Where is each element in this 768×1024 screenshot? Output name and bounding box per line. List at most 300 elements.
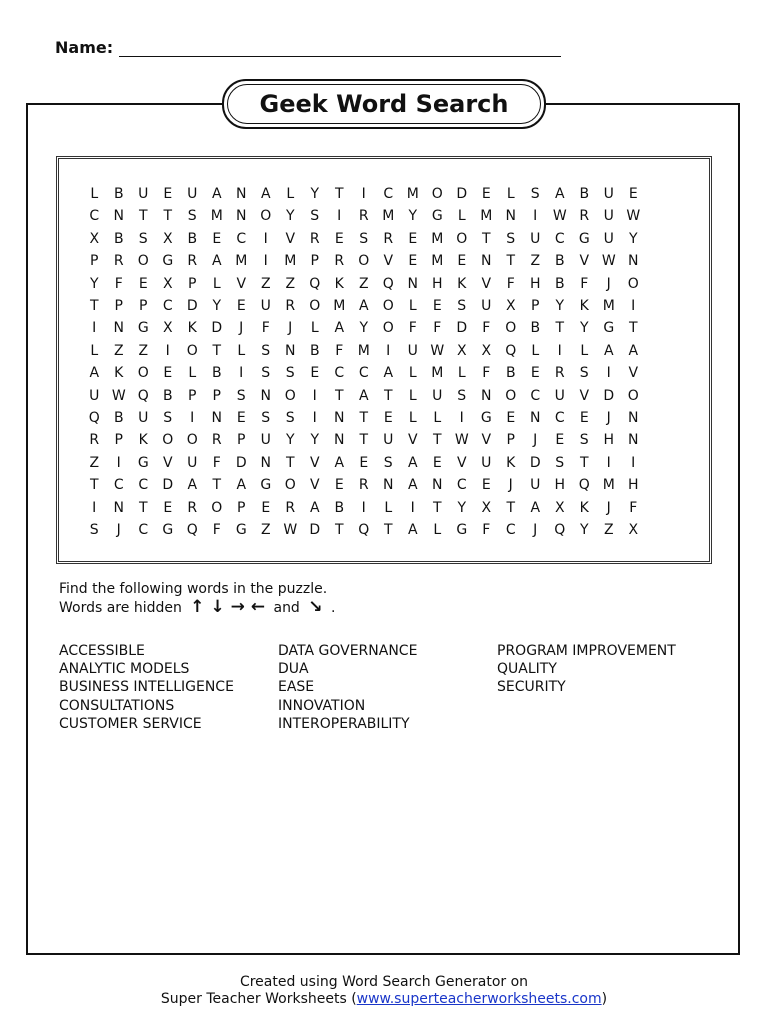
grid-letter[interactable]: I [92, 320, 97, 337]
grid-letter[interactable]: F [261, 320, 270, 337]
grid-letter[interactable]: V [579, 253, 590, 270]
grid-letter[interactable]: U [260, 298, 271, 314]
grid-letter[interactable]: F [114, 275, 123, 292]
grid-letter[interactable]: M [382, 208, 395, 225]
grid-letter[interactable]: I [533, 208, 538, 225]
grid-letter[interactable]: B [309, 342, 320, 359]
grid-letter[interactable]: A [603, 342, 614, 359]
grid-letter[interactable]: E [236, 298, 246, 314]
grid-letter[interactable]: S [285, 410, 295, 426]
grid-letter[interactable]: C [138, 477, 149, 494]
grid-letter[interactable]: V [236, 275, 247, 292]
grid-letter[interactable]: P [237, 499, 246, 516]
grid-letter[interactable]: L [433, 410, 442, 426]
grid-letter[interactable]: A [358, 387, 369, 404]
grid-letter[interactable]: S [310, 208, 320, 225]
grid-letter[interactable]: H [529, 275, 541, 292]
grid-letter[interactable]: T [359, 432, 369, 449]
grid-letter[interactable]: M [431, 365, 444, 382]
grid-letter[interactable]: L [457, 208, 466, 225]
grid-letter[interactable]: P [531, 298, 540, 314]
grid-letter[interactable]: T [89, 298, 99, 314]
grid-letter[interactable]: V [309, 477, 320, 494]
grid-letter[interactable]: E [530, 365, 540, 382]
grid-letter[interactable]: I [263, 230, 268, 247]
grid-letter[interactable]: Y [310, 432, 320, 449]
grid-letter[interactable]: Y [89, 275, 99, 292]
grid-letter[interactable]: O [137, 253, 149, 270]
grid-letter[interactable]: U [89, 387, 100, 404]
grid-letter[interactable]: R [113, 253, 124, 270]
grid-letter[interactable]: V [579, 387, 590, 404]
grid-letter[interactable]: L [310, 320, 319, 337]
grid-letter[interactable]: V [407, 432, 418, 449]
grid-letter[interactable]: T [506, 253, 516, 270]
grid-letter[interactable]: Q [137, 387, 149, 404]
grid-letter[interactable]: I [386, 342, 391, 359]
grid-letter[interactable]: V [628, 365, 639, 382]
grid-letter[interactable]: A [383, 365, 394, 382]
grid-letter[interactable]: X [481, 499, 492, 516]
grid-letter[interactable]: S [187, 208, 197, 225]
grid-letter[interactable]: H [431, 275, 443, 292]
grid-letter[interactable]: Y [457, 499, 467, 516]
grid-letter[interactable]: Y [628, 230, 638, 247]
grid-letter[interactable]: S [506, 230, 516, 247]
grid-letter[interactable]: D [186, 298, 198, 314]
grid-letter[interactable]: E [212, 230, 222, 247]
grid-letter[interactable]: W [552, 208, 567, 225]
grid-letter[interactable]: U [603, 186, 614, 202]
grid-letter[interactable]: F [212, 454, 221, 471]
grid-letter[interactable]: E [432, 298, 442, 314]
grid-letter[interactable]: X [481, 342, 492, 359]
grid-letter[interactable]: M [602, 477, 615, 494]
grid-letter[interactable]: N [432, 477, 443, 494]
grid-letter[interactable]: G [480, 410, 492, 426]
grid-letter[interactable]: L [188, 365, 197, 382]
grid-letter[interactable]: Y [555, 298, 565, 314]
grid-letter[interactable]: E [481, 477, 491, 494]
grid-letter[interactable]: V [481, 432, 492, 449]
grid-letter[interactable]: C [554, 410, 565, 426]
grid-letter[interactable]: G [603, 320, 615, 337]
grid-letter[interactable]: T [334, 387, 344, 404]
grid-letter[interactable]: A [530, 499, 541, 516]
grid-letter[interactable]: Z [260, 275, 271, 292]
grid-letter[interactable]: U [481, 454, 492, 471]
grid-letter[interactable]: K [114, 365, 124, 382]
grid-letter[interactable]: U [138, 186, 149, 202]
grid-letter[interactable]: I [361, 499, 366, 516]
grid-letter[interactable]: E [432, 454, 442, 471]
grid-letter[interactable]: O [211, 499, 223, 516]
grid-letter[interactable]: C [236, 230, 247, 247]
grid-letter[interactable]: S [383, 454, 393, 471]
grid-letter[interactable]: O [431, 186, 443, 202]
grid-letter[interactable]: O [186, 342, 198, 359]
grid-letter[interactable]: T [481, 230, 491, 247]
grid-letter[interactable]: L [433, 522, 442, 538]
grid-letter[interactable]: P [212, 387, 221, 404]
grid-letter[interactable]: U [603, 230, 614, 247]
grid-letter[interactable]: I [190, 410, 195, 426]
grid-letter[interactable]: Z [603, 522, 614, 538]
grid-letter[interactable]: K [579, 298, 589, 314]
grid-letter[interactable]: D [211, 320, 223, 337]
grid-letter[interactable]: L [286, 186, 295, 202]
grid-letter[interactable]: M [210, 208, 223, 225]
grid-letter[interactable]: E [359, 454, 369, 471]
grid-letter[interactable]: P [139, 298, 148, 314]
grid-letter[interactable]: T [89, 477, 99, 494]
grid-letter[interactable]: O [505, 387, 517, 404]
grid-letter[interactable]: H [554, 477, 566, 494]
grid-letter[interactable]: K [457, 275, 467, 292]
grid-letter[interactable]: S [579, 432, 589, 449]
grid-letter[interactable]: X [456, 342, 467, 359]
grid-letter[interactable]: R [554, 365, 565, 382]
grid-letter[interactable]: W [111, 387, 126, 404]
grid-letter[interactable]: M [480, 208, 493, 225]
grid-letter[interactable]: E [555, 432, 565, 449]
grid-letter[interactable]: N [530, 410, 541, 426]
grid-letter[interactable]: L [408, 410, 417, 426]
grid-letter[interactable]: O [284, 387, 296, 404]
grid-letter[interactable]: R [211, 432, 222, 449]
grid-letter[interactable]: D [529, 454, 541, 471]
grid-letter[interactable]: O [162, 432, 174, 449]
grid-letter[interactable]: Z [530, 253, 541, 270]
grid-letter[interactable]: N [260, 454, 271, 471]
grid-letter[interactable]: U [603, 208, 614, 225]
grid-letter[interactable]: S [457, 387, 467, 404]
grid-letter[interactable]: O [358, 253, 370, 270]
grid-letter[interactable]: T [163, 208, 173, 225]
grid-letter[interactable]: E [457, 253, 467, 270]
grid-letter[interactable]: Q [578, 477, 590, 494]
grid-letter[interactable]: V [309, 454, 320, 471]
grid-letter[interactable]: B [113, 186, 124, 202]
grid-letter[interactable]: S [236, 387, 246, 404]
grid-letter[interactable]: Y [579, 320, 589, 337]
grid-letter[interactable]: R [358, 208, 369, 225]
grid-letter[interactable]: N [628, 253, 639, 270]
grid-letter[interactable]: X [89, 230, 100, 247]
grid-letter[interactable]: G [431, 208, 443, 225]
grid-letter[interactable]: V [285, 230, 296, 247]
grid-letter[interactable]: Q [186, 522, 198, 538]
grid-letter[interactable]: V [481, 275, 492, 292]
grid-letter[interactable]: N [113, 208, 124, 225]
grid-letter[interactable]: S [579, 365, 589, 382]
grid-letter[interactable]: N [628, 432, 639, 449]
grid-letter[interactable]: Y [212, 298, 222, 314]
grid-letter[interactable]: E [383, 410, 393, 426]
grid-letter[interactable]: O [456, 230, 468, 247]
grid-letter[interactable]: Y [310, 186, 320, 202]
grid-letter[interactable]: E [579, 410, 589, 426]
grid-letter[interactable]: M [406, 186, 419, 202]
grid-letter[interactable]: X [554, 499, 565, 516]
grid-letter[interactable]: A [334, 454, 345, 471]
grid-letter[interactable]: Z [138, 342, 149, 359]
grid-letter[interactable]: Q [505, 342, 517, 359]
grid-letter[interactable]: E [163, 365, 173, 382]
grid-letter[interactable]: O [186, 432, 198, 449]
grid-letter[interactable]: A [407, 477, 418, 494]
grid-letter[interactable]: U [530, 477, 541, 494]
grid-letter[interactable]: R [383, 230, 394, 247]
grid-letter[interactable]: T [138, 208, 148, 225]
grid-letter[interactable]: O [382, 320, 394, 337]
grid-letter[interactable]: M [431, 230, 444, 247]
grid-letter[interactable]: Y [285, 208, 295, 225]
grid-letter[interactable]: R [334, 253, 345, 270]
grid-letter[interactable]: V [162, 454, 173, 471]
grid-letter[interactable]: Z [260, 522, 271, 538]
grid-letter[interactable]: G [162, 253, 174, 270]
grid-letter[interactable]: E [163, 186, 173, 202]
grid-letter[interactable]: F [408, 320, 417, 337]
grid-letter[interactable]: H [603, 432, 615, 449]
grid-letter[interactable]: T [334, 186, 344, 202]
grid-letter[interactable]: D [456, 186, 468, 202]
grid-letter[interactable]: M [284, 253, 297, 270]
grid-letter[interactable]: I [165, 342, 170, 359]
grid-letter[interactable]: G [137, 454, 149, 471]
grid-letter[interactable]: T [506, 499, 516, 516]
grid-letter[interactable]: X [162, 275, 173, 292]
grid-letter[interactable]: A [260, 186, 271, 202]
grid-letter[interactable]: C [456, 477, 467, 494]
grid-letter[interactable]: T [555, 320, 565, 337]
grid-letter[interactable]: P [188, 275, 197, 292]
grid-letter[interactable]: T [359, 410, 369, 426]
grid-letter[interactable]: N [211, 410, 222, 426]
grid-letter[interactable]: A [309, 499, 320, 516]
grid-letter[interactable]: I [312, 410, 317, 426]
grid-letter[interactable]: M [357, 342, 370, 359]
grid-letter[interactable]: S [261, 410, 271, 426]
grid-letter[interactable]: V [456, 454, 467, 471]
grid-letter[interactable]: C [89, 208, 100, 225]
grid-letter[interactable]: K [579, 499, 589, 516]
grid-letter[interactable]: M [431, 253, 444, 270]
grid-letter[interactable]: J [533, 522, 538, 538]
grid-letter[interactable]: F [580, 275, 589, 292]
grid-letter[interactable]: S [138, 230, 148, 247]
grid-letter[interactable]: F [212, 522, 221, 538]
grid-letter[interactable]: E [506, 410, 516, 426]
grid-letter[interactable]: A [358, 298, 369, 314]
grid-letter[interactable]: O [284, 477, 296, 494]
grid-letter[interactable]: M [333, 298, 346, 314]
grid-letter[interactable]: D [603, 387, 615, 404]
grid-letter[interactable]: N [334, 410, 345, 426]
grid-letter[interactable]: P [188, 387, 197, 404]
grid-letter[interactable]: F [482, 320, 491, 337]
grid-letter[interactable]: I [361, 186, 366, 202]
grid-letter[interactable]: F [335, 342, 344, 359]
grid-letter[interactable]: D [235, 454, 247, 471]
grid-letter[interactable]: C [334, 365, 345, 382]
grid-letter[interactable]: L [408, 365, 417, 382]
grid-letter[interactable]: Z [89, 454, 100, 471]
grid-letter[interactable]: A [236, 477, 247, 494]
grid-letter[interactable]: E [334, 477, 344, 494]
grid-letter[interactable]: R [358, 477, 369, 494]
grid-letter[interactable]: V [383, 253, 394, 270]
grid-letter[interactable]: R [187, 499, 198, 516]
grid-letter[interactable]: Z [113, 342, 124, 359]
grid-letter[interactable]: W [283, 522, 298, 538]
grid-letter[interactable]: X [505, 298, 516, 314]
grid-letter[interactable]: A [89, 365, 100, 382]
grid-letter[interactable]: C [505, 522, 516, 538]
grid-letter[interactable]: L [408, 298, 417, 314]
grid-letter[interactable]: G [235, 522, 247, 538]
grid-letter[interactable]: I [92, 499, 97, 516]
grid-letter[interactable]: J [606, 275, 611, 292]
grid-letter[interactable]: L [90, 186, 99, 202]
grid-letter[interactable]: B [187, 230, 198, 247]
grid-letter[interactable]: A [407, 454, 418, 471]
grid-letter[interactable]: F [629, 499, 638, 516]
grid-letter[interactable]: E [138, 275, 148, 292]
grid-letter[interactable]: R [285, 298, 296, 314]
grid-letter[interactable]: N [628, 410, 639, 426]
grid-letter[interactable]: A [554, 186, 565, 202]
grid-letter[interactable]: E [310, 365, 320, 382]
grid-letter[interactable]: O [309, 298, 321, 314]
grid-letter[interactable]: W [626, 208, 641, 225]
grid-letter[interactable]: I [116, 454, 121, 471]
grid-letter[interactable]: W [601, 253, 616, 270]
grid-letter[interactable]: L [457, 365, 466, 382]
grid-letter[interactable]: D [309, 522, 321, 538]
grid-letter[interactable]: J [606, 410, 611, 426]
grid-letter[interactable]: A [211, 186, 222, 202]
grid-letter[interactable]: N [334, 432, 345, 449]
grid-letter[interactable]: U [383, 432, 394, 449]
grid-letter[interactable]: T [285, 454, 295, 471]
grid-letter[interactable]: S [530, 186, 540, 202]
grid-letter[interactable]: T [138, 499, 148, 516]
grid-letter[interactable]: T [383, 387, 393, 404]
grid-letter[interactable]: X [162, 230, 173, 247]
grid-letter[interactable]: U [432, 387, 443, 404]
grid-letter[interactable]: I [459, 410, 464, 426]
grid-letter[interactable]: N [407, 275, 418, 292]
grid-letter[interactable]: P [506, 432, 515, 449]
grid-letter[interactable]: N [236, 208, 247, 225]
grid-letter[interactable]: O [260, 208, 272, 225]
grid-letter[interactable]: S [163, 410, 173, 426]
grid-letter[interactable]: I [312, 387, 317, 404]
grid-letter[interactable]: Z [358, 275, 369, 292]
grid-letter[interactable]: E [481, 186, 491, 202]
grid-letter[interactable]: P [114, 432, 123, 449]
grid-letter[interactable]: T [432, 499, 442, 516]
grid-letter[interactable]: A [334, 320, 345, 337]
grid-letter[interactable]: N [260, 387, 271, 404]
grid-letter[interactable]: G [456, 522, 468, 538]
grid-letter[interactable]: B [554, 275, 565, 292]
grid-letter[interactable]: B [334, 499, 345, 516]
grid-letter[interactable]: S [457, 298, 467, 314]
grid-letter[interactable]: G [260, 477, 272, 494]
grid-letter[interactable]: F [482, 365, 491, 382]
grid-letter[interactable]: P [90, 253, 99, 270]
grid-letter[interactable]: R [309, 230, 320, 247]
grid-letter[interactable]: Q [309, 275, 321, 292]
grid-letter[interactable]: J [533, 432, 538, 449]
grid-letter[interactable]: P [114, 298, 123, 314]
grid-letter[interactable]: K [138, 432, 148, 449]
grid-letter[interactable]: E [163, 499, 173, 516]
grid-letter[interactable]: C [358, 365, 369, 382]
grid-letter[interactable]: R [285, 499, 296, 516]
grid-letter[interactable]: N [481, 387, 492, 404]
grid-letter[interactable]: I [606, 454, 611, 471]
grid-letter[interactable]: Q [554, 522, 566, 538]
grid-letter[interactable]: O [627, 387, 639, 404]
grid-letter[interactable]: T [579, 454, 589, 471]
grid-letter[interactable]: S [359, 230, 369, 247]
grid-letter[interactable]: S [261, 342, 271, 359]
grid-letter[interactable]: O [505, 320, 517, 337]
grid-letter[interactable]: Y [359, 320, 369, 337]
grid-letter[interactable]: T [432, 432, 442, 449]
grid-letter[interactable]: F [506, 275, 515, 292]
grid-letter[interactable]: N [285, 342, 296, 359]
grid-letter[interactable]: N [383, 477, 394, 494]
grid-letter[interactable]: H [627, 477, 639, 494]
grid-letter[interactable]: A [187, 477, 198, 494]
grid-letter[interactable]: U [187, 186, 198, 202]
grid-letter[interactable]: B [113, 410, 124, 426]
grid-letter[interactable]: P [310, 253, 319, 270]
grid-letter[interactable]: I [557, 342, 562, 359]
grid-letter[interactable]: B [211, 365, 222, 382]
footer-link[interactable]: www.superteacherworksheets.com [356, 991, 602, 1007]
grid-letter[interactable]: N [236, 186, 247, 202]
grid-letter[interactable]: I [263, 253, 268, 270]
grid-letter[interactable]: N [113, 320, 124, 337]
grid-letter[interactable]: S [261, 365, 271, 382]
grid-letter[interactable]: J [116, 522, 121, 538]
grid-letter[interactable]: D [162, 477, 174, 494]
grid-letter[interactable]: L [384, 499, 393, 516]
grid-letter[interactable]: C [113, 477, 124, 494]
grid-letter[interactable]: K [334, 275, 344, 292]
grid-letter[interactable]: U [260, 432, 271, 449]
grid-letter[interactable]: N [113, 499, 124, 516]
grid-letter[interactable]: F [433, 320, 442, 337]
grid-letter[interactable]: L [580, 342, 589, 359]
grid-letter[interactable]: B [162, 387, 173, 404]
grid-letter[interactable]: T [212, 477, 222, 494]
grid-letter[interactable]: K [187, 320, 197, 337]
grid-letter[interactable]: J [239, 320, 244, 337]
grid-letter[interactable]: W [430, 342, 445, 359]
grid-letter[interactable]: S [285, 365, 295, 382]
grid-letter[interactable]: O [137, 365, 149, 382]
grid-letter[interactable]: C [383, 186, 394, 202]
grid-letter[interactable]: O [627, 275, 639, 292]
grid-letter[interactable]: L [408, 387, 417, 404]
